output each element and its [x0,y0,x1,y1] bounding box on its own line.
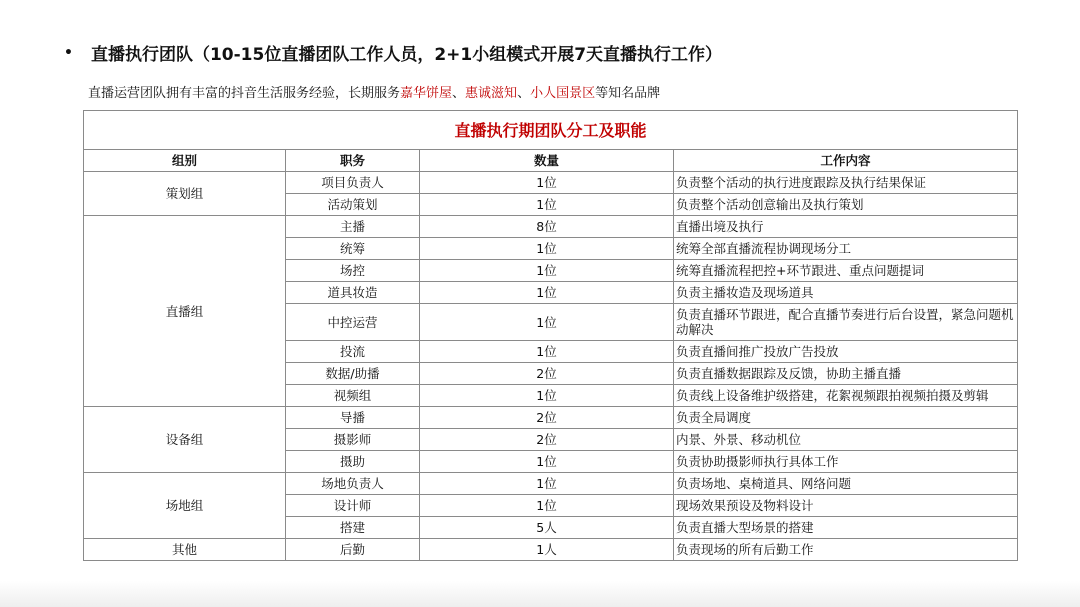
count-cell: 1位 [420,260,674,282]
role-cell: 摄影师 [286,429,420,451]
content-cell: 内景、外景、移动机位 [674,429,1018,451]
table-title: 直播执行期团队分工及职能 [84,111,1018,150]
content-cell: 负责场地、桌椅道具、网络问题 [674,473,1018,495]
content-cell: 负责直播数据跟踪及反馈，协助主播直播 [674,363,1018,385]
intro-prefix: 直播运营团队拥有丰富的抖音生活服务经验，长期服务 [88,86,401,101]
count-cell: 5人 [420,517,674,539]
role-cell: 后勤 [286,539,420,561]
role-cell: 导播 [286,407,420,429]
intro-line [88,82,660,101]
role-cell: 中控运营 [286,304,420,341]
group-cell: 直播组 [84,216,286,407]
content-cell: 现场效果预设及物料设计 [674,495,1018,517]
brand-name: 小人国景区 [530,86,596,101]
footer-band [0,581,1080,607]
count-cell: 1位 [420,495,674,517]
group-cell: 其他 [84,539,286,561]
content-cell: 负责整个活动的执行进度跟踪及执行结果保证 [674,172,1018,194]
header-content: 工作内容 [674,150,1018,172]
count-cell: 2位 [420,407,674,429]
header-group: 组别 [84,150,286,172]
count-cell: 1位 [420,341,674,363]
brand-name: 惠诚滋知 [465,86,518,101]
content-cell: 负责主播妆造及现场道具 [674,282,1018,304]
table-body [84,172,1018,561]
role-cell: 搭建 [286,517,420,539]
content-cell: 负责协助摄影师执行具体工作 [674,451,1018,473]
count-cell: 1位 [420,451,674,473]
role-cell: 数据/助播 [286,363,420,385]
count-cell: 1位 [420,194,674,216]
count-cell: 2位 [420,429,674,451]
group-cell: 策划组 [84,172,286,216]
content-cell: 负责全局调度 [674,407,1018,429]
role-cell: 设计师 [286,495,420,517]
separator: 、 [452,86,466,101]
table-row [84,539,1018,561]
content-cell: 负责直播间推广投放广告投放 [674,341,1018,363]
content-cell: 负责直播大型场景的搭建 [674,517,1018,539]
role-cell: 主播 [286,216,420,238]
count-cell: 1位 [420,172,674,194]
table-row [84,473,1018,495]
content-cell: 统筹直播流程把控+环节跟进、重点问题提词 [674,260,1018,282]
count-cell: 2位 [420,363,674,385]
header-count: 数量 [420,150,674,172]
content-cell: 负责线上设备维护级搭建，花絮视频跟拍视频拍摄及剪辑 [674,385,1018,407]
content-cell: 直播出境及执行 [674,216,1018,238]
heading-text: 直播执行团队（10-15位直播团队工作人员，2+1小组模式开展7天直播执行工作） [90,45,723,65]
count-cell: 1位 [420,304,674,341]
count-cell: 1位 [420,238,674,260]
role-cell: 投流 [286,341,420,363]
count-cell: 8位 [420,216,674,238]
content-cell: 负责整个活动创意输出及执行策划 [674,194,1018,216]
content-cell: 负责直播环节跟进，配合直播节奏进行后台设置，紧急问题机动解决 [674,304,1018,341]
separator: 、 [517,86,531,101]
role-cell: 项目负责人 [286,172,420,194]
brand-name: 嘉华饼屋 [400,86,453,101]
group-cell: 场地组 [84,473,286,539]
header-role: 职务 [286,150,420,172]
count-cell: 1位 [420,385,674,407]
group-cell: 设备组 [84,407,286,473]
role-cell: 场地负责人 [286,473,420,495]
role-cell: 摄助 [286,451,420,473]
role-cell: 场控 [286,260,420,282]
role-cell: 统筹 [286,238,420,260]
content-cell: 统筹全部直播流程协调现场分工 [674,238,1018,260]
role-cell: 道具妆造 [286,282,420,304]
count-cell: 1人 [420,539,674,561]
role-cell: 视频组 [286,385,420,407]
count-cell: 1位 [420,473,674,495]
team-table [83,110,1018,561]
table-row [84,172,1018,194]
content-cell: 负责现场的所有后勤工作 [674,539,1018,561]
section-heading [64,40,722,65]
table-row [84,216,1018,238]
intro-suffix: 等知名品牌 [595,86,661,101]
role-cell: 活动策划 [286,194,420,216]
table-row [84,407,1018,429]
count-cell: 1位 [420,282,674,304]
bullet-marker: • [64,44,73,61]
